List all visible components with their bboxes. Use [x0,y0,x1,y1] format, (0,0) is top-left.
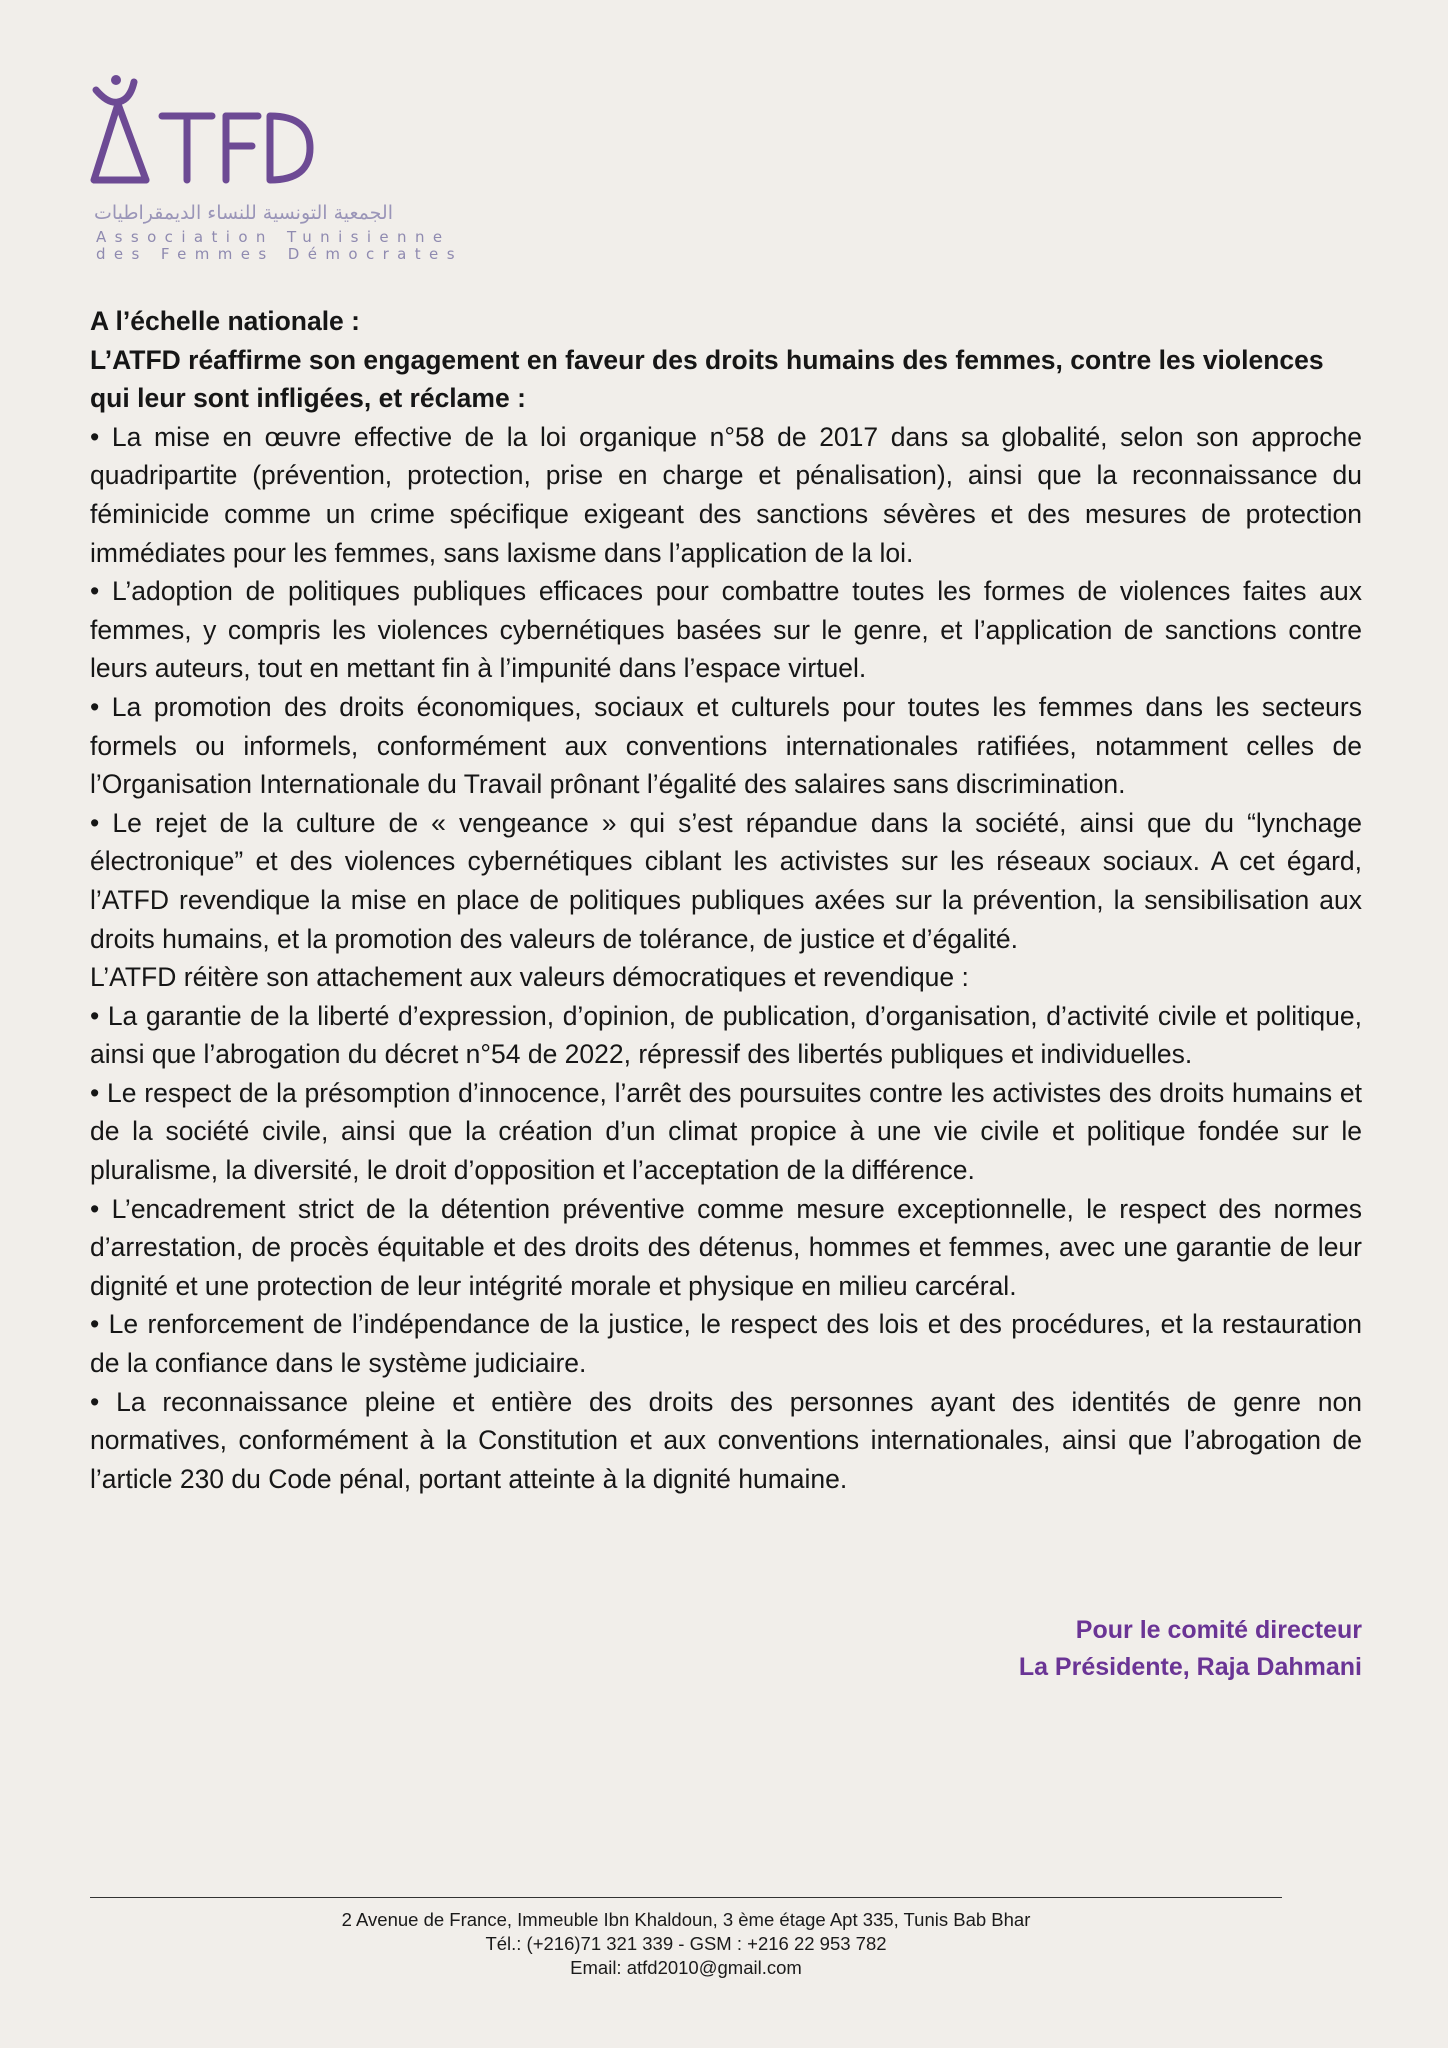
logo-french-name-line1: Association Tunisienne [96,228,451,246]
demand-item: • L’encadrement strict de la détention préventive comme mesure exceptionnelle, le respect des normes d’arrestation, de procès équitable et des droits des détenus, hommes et femmes, avec une garantie de leur dignité et une protection de leur intégrité morale et physique en milieu carcéral. [90,1193,1362,1301]
logo-arabic-name: الجمعية التونسية للنساء الديمقراطيات [94,202,393,224]
demand-item: • La garantie de la liberté d’expression, d’opinion, de publication, d’organisation, d’activité civile et politique, ainsi que l’abrogation du décret n°54 de 2022, répressif des libertés publiques et individuelles. [90,1000,1362,1070]
section-intro: L’ATFD réaffirme son engagement en faveur des droits humains des femmes, contre les violences qui leur sont infligées, et réclame : [90,344,1324,414]
demand-item: • Le rejet de la culture de « vengeance » qui s’est répandue dans la société, ainsi que du “lynchage électronique” et des violences cybernétiques ciblant les activistes sur les réseaux sociaux. A cet égard, l’ATFD revendique la mise en place de politiques publiques axées sur la prévention, la sensibilisation aux droits humains, et la promotion des valeurs de tolérance, de justice et d’égalité. [90,807,1362,954]
atfd-logo-figure-icon [88,68,318,198]
logo-french-name-line2: des Femmes Démocrates [96,245,463,263]
letter-body [90,302,1362,1498]
footer-email: Email: atfd2010@gmail.com [570,1957,802,1978]
demand-item: • La mise en œuvre effective de la loi organique n°58 de 2017 dans sa globalité, selon son approche quadripartite (prévention, protection, prise en charge et pénalisation), ainsi que la reconnaissance du féminicide comme un crime spécifique exigeant des sanctions sévères et des mesures de protection immédiates pour les femmes, sans laxisme dans l’application de la loi. [90,421,1362,568]
demand-item: • L’adoption de politiques publiques efficaces pour combattre toutes les formes de violences faites aux femmes, y compris les violences cybernétiques basées sur le genre, et l’application de sanctions contre leurs auteurs, tout en mettant fin à l’impunité dans l’espace virtuel. [90,576,1362,684]
demand-item: • Le respect de la présomption d’innocence, l’arrêt des poursuites contre les activistes des droits humains et de la société civile, ainsi que la création d’un climat propice à une vie civile et politique fondée sur le pluralisme, la diversité, le droit d’opposition et l’acceptation de la différence. [90,1077,1362,1186]
signature-block [1019,1612,1362,1686]
signature-line-president: La Présidente, Raja Dahmani [1018,1653,1362,1681]
footer [90,1908,1282,1980]
section-heading: A l’échelle nationale : [90,306,360,336]
demand-item: • Le renforcement de l’indépendance de la justice, le respect des lois et des procédures, et la restauration de la confiance dans le système judiciaire. [90,1309,1362,1379]
second-intro: L’ATFD réitère son attachement aux valeurs démocratiques et revendique : [90,962,969,993]
footer-phone: Tél.: (+216)71 321 339 - GSM : +216 22 953 782 [485,1933,887,1954]
signature-line-committee: Pour le comité directeur [1075,1616,1362,1644]
atfd-logo [88,68,463,268]
footer-address: 2 Avenue de France, Immeuble Ibn Khaldoun, 3 ème étage Apt 335, Tunis Bab Bhar [341,1909,1031,1930]
demand-item: • La promotion des droits économiques, sociaux et culturels pour toutes les femmes dans les secteurs formels ou informels, conformément aux conventions internationales ratifiées, notamment celles de l’Organisation Internationale du Travail prônant l’égalité des salaires sans discrimination. [90,691,1362,800]
footer-divider [90,1897,1282,1898]
demand-item: • La reconnaissance pleine et entière des droits des personnes ayant des identités de genre non normatives, conformément à la Constitution et aux conventions internationales, ainsi que l’abrogation de l’article 230 du Code pénal, portant atteinte à la dignité humaine. [90,1386,1362,1494]
